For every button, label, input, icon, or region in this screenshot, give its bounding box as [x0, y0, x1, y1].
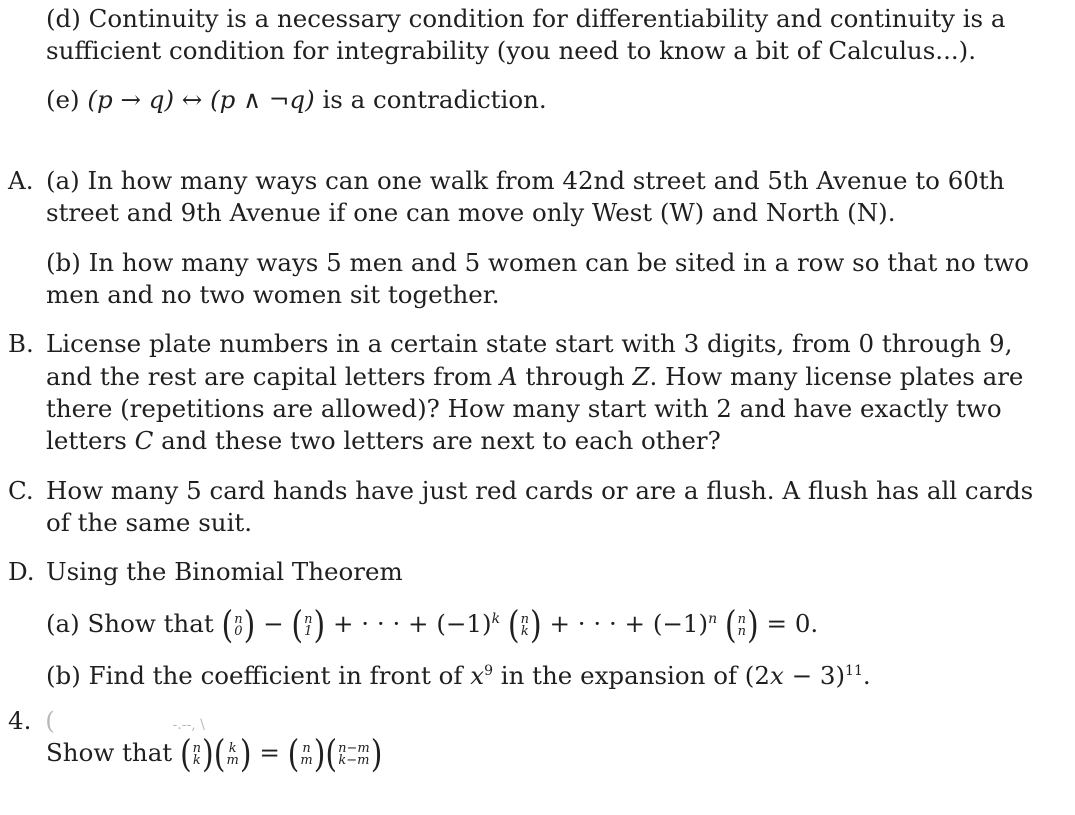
problem-A-line1 [8, 166, 1005, 196]
binom-k-m: ( k m ) [213, 732, 252, 776]
prev-d-line2: sufficient condition for integrability (you need to know a bit of Calculus...). [46, 36, 976, 65]
problem-B-line2a: and the rest are capital letters from [46, 362, 493, 391]
problem-D-b-line [46, 656, 871, 691]
problem-C-line2: of the same suit. [46, 508, 253, 537]
prev-e-label: (e) [46, 85, 80, 114]
binom-n-k-2: ( n k ) [179, 732, 214, 776]
problem-D-label: D. [8, 557, 35, 586]
problem-B-text1: License plate numbers in a certain state start with 3 digits, from 0 through 9, [46, 329, 1013, 358]
problem-B-line1 [8, 329, 1012, 359]
problem-D-b-end: . [862, 661, 871, 691]
problem-B-line4 [46, 426, 721, 456]
binom-n-n: ( n n ) [724, 603, 759, 647]
problem-B-line4b: and these two letters are next to each other? [161, 426, 721, 455]
problem-B-letter-A: A [499, 362, 518, 391]
binom-n-m: ( n m ) [287, 732, 326, 776]
problem-B-letter-C: C [134, 426, 154, 455]
binom-n-k: ( n k ) [507, 603, 542, 647]
problem-D-b-text2: in the expansion of (2 [500, 661, 770, 691]
problem-D-line1 [8, 557, 403, 587]
problem-4-show-that: Show that [46, 738, 173, 767]
problem-4-label: 4. [8, 706, 32, 735]
problem-B-letter-Z: Z [632, 362, 650, 391]
problem-C-label: C. [8, 476, 34, 505]
problem-B-line2c: . How many license plates are [649, 362, 1024, 391]
problem-D-b-pow: 11 [845, 663, 863, 679]
problem-4-label-line: 4. ( -.--, \ [8, 706, 205, 735]
problem-D-a-line: (a) Show that ( n 0 ) − ( n 1 ) + · · · + $(-1)^k$ ( n k ) + · · · + $(-1)^n$ ( n n ) = 0. [46, 603, 819, 647]
problem-D-b-exp: 9 [484, 663, 493, 679]
problem-D-text1: Using the Binomial Theorem [46, 557, 403, 586]
prev-e-formula: (p → q) ↔ (p ∧ ¬q) [87, 85, 315, 114]
problem-A-b-line1: (b) In how many ways 5 men and 5 women can be sited in a row so that no two [46, 248, 1030, 277]
problem-B-line4a: letters [46, 426, 127, 455]
binom-n-1: ( n 1 ) [291, 603, 326, 647]
problem-D-b-text: (b) Find the coefficient in front of [46, 661, 463, 691]
problem-C-line1 [8, 476, 1033, 506]
problem-B-line2 [46, 362, 1023, 392]
problem-D-a-eq: = 0. [766, 609, 819, 639]
problem-A-label: A. [8, 166, 34, 195]
problem-A-b-line2: men and no two women sit together. [46, 280, 500, 309]
problem-A-a-line1: (a) In how many ways can one walk from 42nd street and 5th Avenue to 60th [46, 166, 1005, 195]
problem-D-b-x: x [769, 661, 784, 691]
binom-nm-km: ( n−m k−m ) [325, 732, 383, 776]
prev-d-line1: (d) Continuity is a necessary condition for differentiability and continuity is a [46, 4, 1006, 33]
binom-n-0: ( n 0 ) [221, 603, 256, 647]
problem-4-line: Show that ( n k ) ( k m ) = ( n m ) ( n−m k−m ) [46, 732, 383, 776]
problem-D-b-text3: − 3) [783, 661, 846, 691]
problem-B-line2b: through [525, 362, 625, 391]
problem-A-a-line2: street and 9th Avenue if one can move only West (W) and North (N). [46, 198, 896, 227]
prev-e-text: is a contradiction. [322, 85, 547, 114]
problem-B-label: B. [8, 329, 34, 358]
problem-B-line3: there (repetitions are allowed)? How many start with 2 and have exactly two [46, 394, 1002, 423]
prev-e-line [46, 85, 547, 115]
problem-D-a-label: (a) Show that [46, 609, 214, 639]
problem-D-b-var: x [470, 661, 485, 691]
problem-C-text1: How many 5 card hands have just red cards or are a flush. A flush has all cards [46, 476, 1034, 505]
